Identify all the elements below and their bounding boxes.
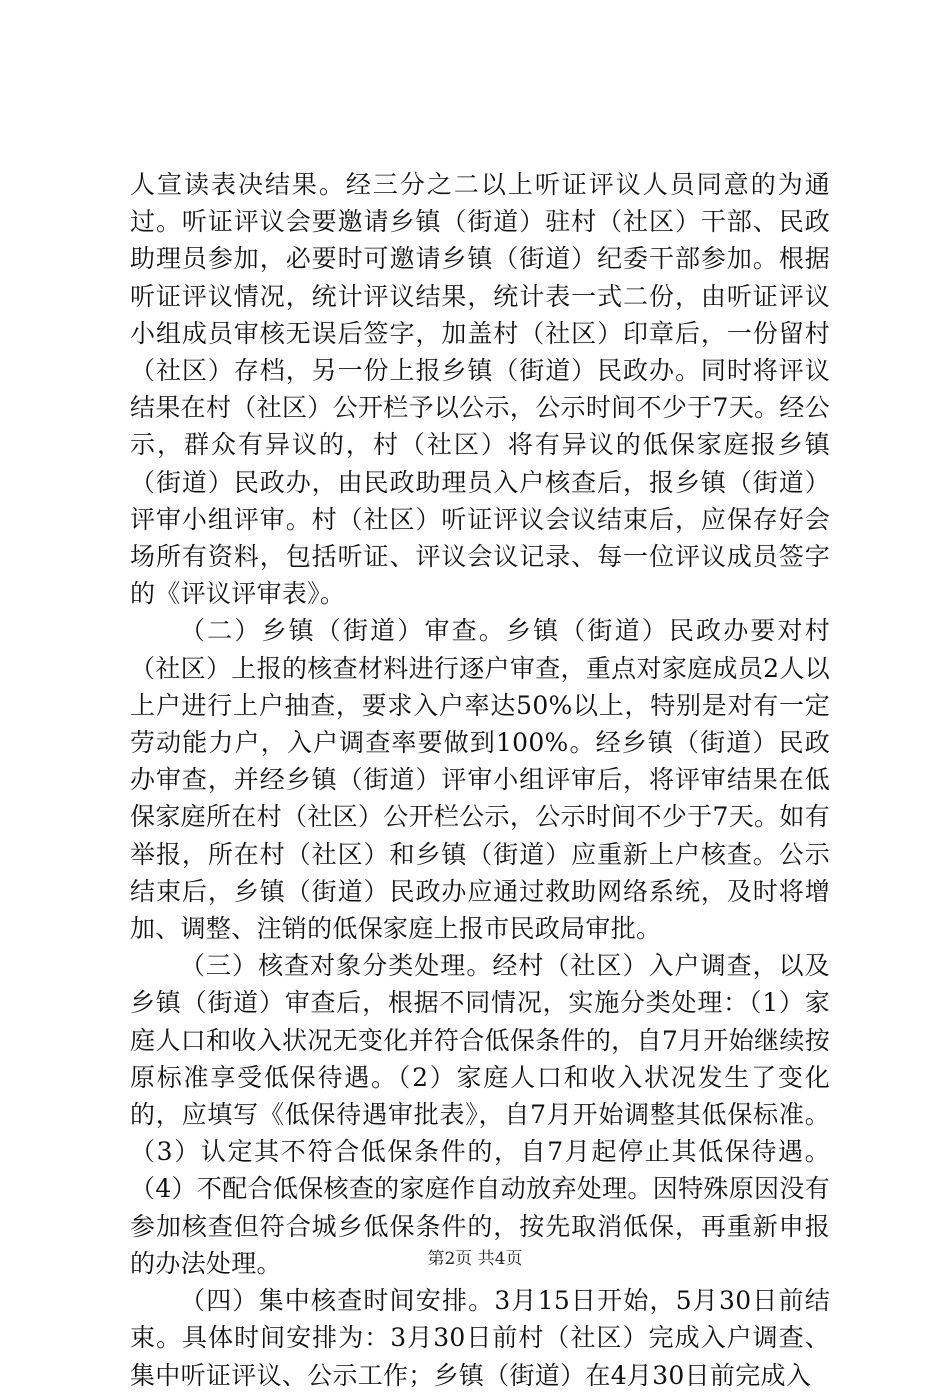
paragraph-3: （三）核查对象分类处理。经村（社区）入户调查，以及乡镇（街道）审查后，根据不同情况，实施分类处理：（1）家庭人口和收入状况无变化并符合低保条件的，自7月开始继续按原标准享受低保待遇。（2）家庭人口和收入状况发生了变化的，应填写《低保待遇审批表》，自7月开始调整其低保标准。（3）认定其不符合低保条件的，自7月起停止其低保待遇。（4）不配合低保核查的家庭作自动放弃处理。因特殊原因没有参加核查但符合城乡低保条件的，按先取消低保，再重新申报的办法处理。 bbox=[130, 951, 830, 1278]
document-body bbox=[130, 166, 830, 1394]
page-footer: 第2页 共4页 bbox=[427, 1249, 523, 1269]
paragraph-1: 人宣读表决结果。经三分之二以上听证评议人员同意的为通过。听证评议会要邀请乡镇（街道）驻村（社区）干部、民政助理员参加，必要时可邀请乡镇（街道）纪委干部参加。根据听证评议情况，统计评议结果，统计表一式二份，由听证评议小组成员审核无误后签字，加盖村（社区）印章后，一份留村（社区）存档，另一份上报乡镇（街道）民政办。同时将评议结果在村（社区）公开栏予以公示，公示时间不少于7天。经公示，群众有异议的，村（社区）将有异议的低保家庭报乡镇（街道）民政办，由民政助理员入户核查后，报乡镇（街道）评审小组评审。村（社区）听证评议会议结束后，应保存好会场所有资料，包括听证、评议会议记录、每一位评议成员签字的《评议评审表》。 bbox=[130, 170, 830, 609]
paragraph-2: （二）乡镇（街道）审查。乡镇（街道）民政办要对村（社区）上报的核查材料进行逐户审查，重点对家庭成员2人以上户进行上户抽查，要求入户率达50%以上，特别是对有一定劳动能力户，入户调查率要做到100%。经乡镇（街道）民政办审查，并经乡镇（街道）评审小组评审后，将评审结果在低保家庭所在村（社区）公开栏公示，公示时间不少于7天。如有举报，所在村（社区）和乡镇（街道）应重新上户核查。公示结束后，乡镇（街道）民政办应通过救助网络系统，及时将增加、调整、注销的低保家庭上报市民政局审批。 bbox=[130, 616, 830, 944]
paragraph-4: （四）集中核查时间安排。3月15日开始，5月30日前结束。具体时间安排为：3月30日前村（社区）完成入户调查、集中听证评议、公示工作；乡镇（街道）在4月30日前完成入 bbox=[130, 1286, 830, 1390]
